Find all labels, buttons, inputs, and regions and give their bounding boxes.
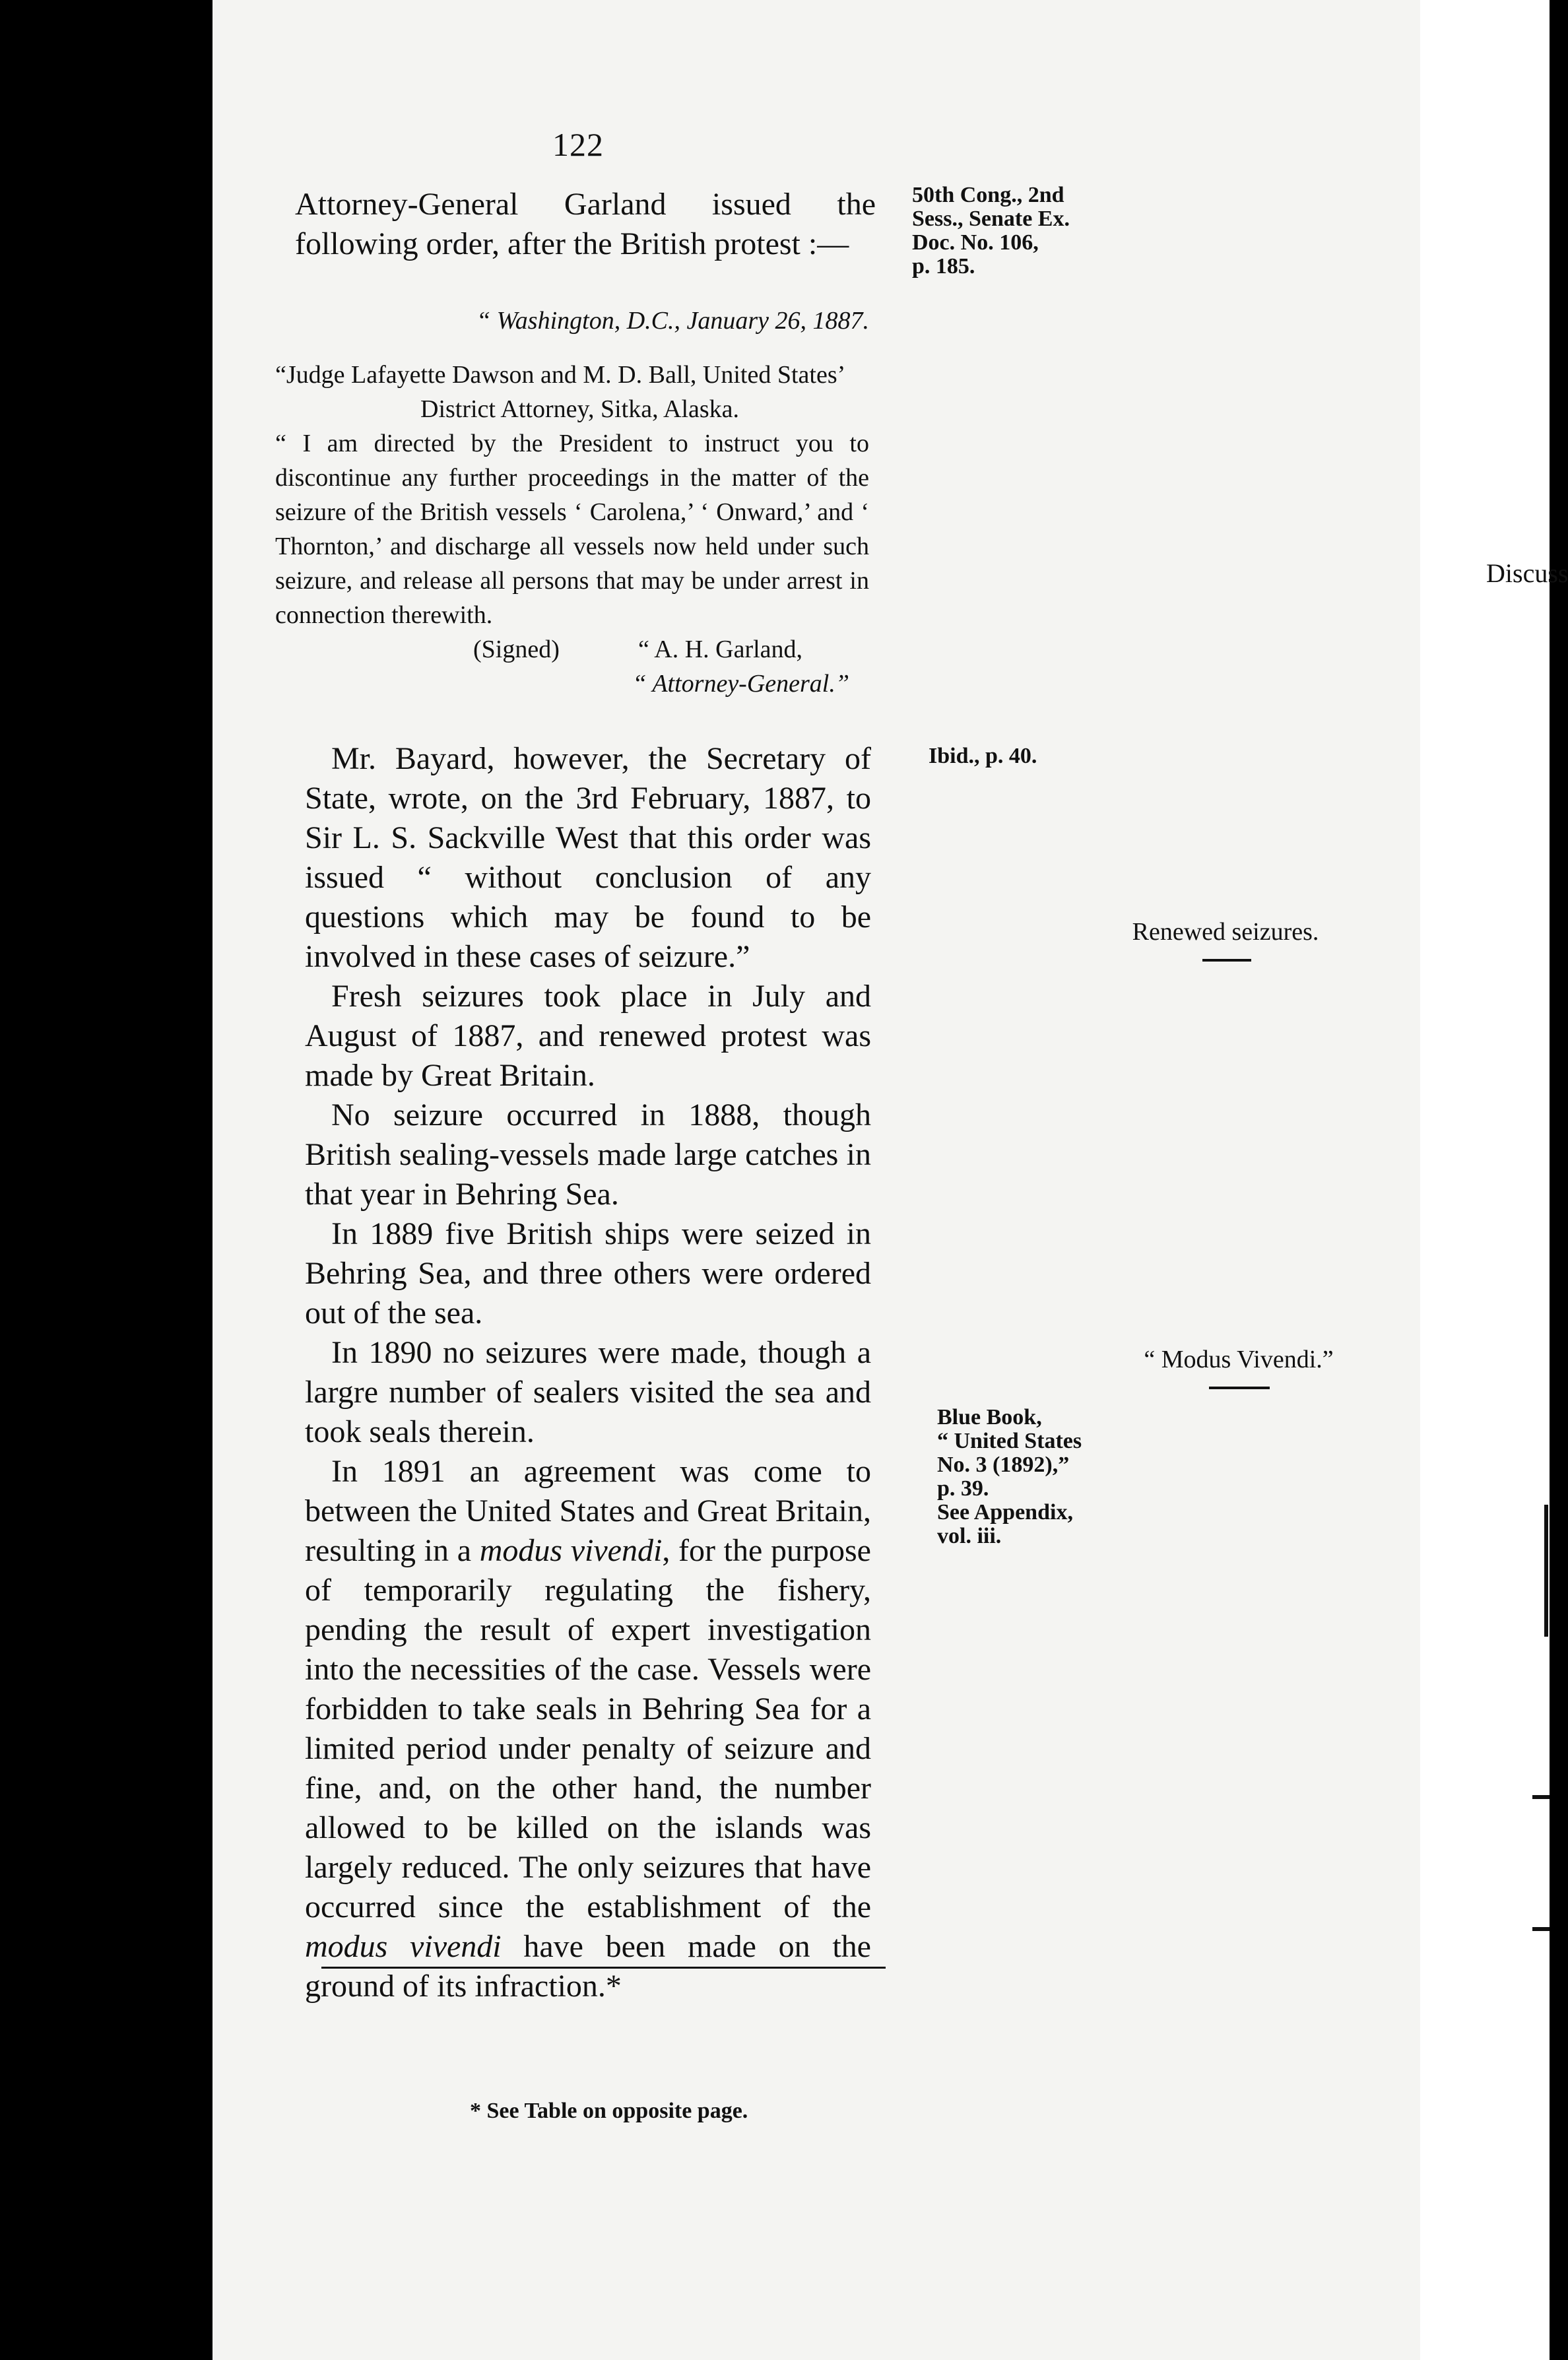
letter-body: “ I am directed by the President to instruct you to discontinue any further proceedings in the matter of the seizure of the British vessels ‘ Carolena,’ ‘ Onward,’ and ‘ Thornton,’ and discharge all vessels now held under such seizure, and release all persons that may be under arrest in connection therewith. bbox=[275, 430, 869, 629]
sidenote-modus-vivendi: “ Modus Vivendi.” bbox=[1144, 1346, 1334, 1373]
footnote: * See Table on opposite page. bbox=[470, 2099, 748, 2123]
letter-addressee: “Judge Lafayette Dawson and M. D. Ball, United States’ bbox=[275, 361, 846, 389]
letter-signer-name: “ A. H. Garland, bbox=[638, 636, 803, 663]
letter-dateline: “ Washington, D.C., January 26, 1887. bbox=[476, 307, 869, 335]
footnote-separator bbox=[321, 1967, 886, 1969]
margin-note-citation-1: 50th Cong., 2nd Sess., Senate Ex. Doc. No. 106, p. 185. bbox=[912, 183, 1070, 279]
adjacent-page-text-fragment: Discuss bbox=[1486, 558, 1568, 588]
paragraph: In 1890 no seizures were made, though a largre number of sealers visited the sea and took seals therein. bbox=[305, 1335, 871, 1449]
quoted-letter bbox=[275, 304, 869, 701]
letter-signer-title: “ Attorney-General.” bbox=[632, 670, 849, 698]
margin-note-citation-2: Ibid., p. 40. bbox=[929, 744, 1037, 768]
book-page bbox=[212, 0, 1420, 2360]
letter-signed-label: (Signed) bbox=[473, 636, 560, 663]
sidenote-rule bbox=[1202, 959, 1251, 962]
intro-paragraph: Attorney-General Garland issued the following order, after the British protest :— bbox=[295, 187, 876, 261]
paragraph: In 1889 five British ships were seized in Behring Sea, and three others were ordered out of the sea. bbox=[305, 1216, 871, 1330]
adjacent-page-mark bbox=[1532, 1927, 1550, 1931]
adjacent-page-edge bbox=[1420, 0, 1568, 2360]
paragraph: No seizure occurred in 1888, though British sealing-vessels made large catches in that year in Behring Sea. bbox=[305, 1098, 871, 1212]
letter-addressee-office: District Attorney, Sitka, Alaska. bbox=[420, 395, 740, 423]
paragraph: Fresh seizures took place in July and August of 1887, and renewed protest was made by Great Britain. bbox=[305, 979, 871, 1093]
sidenote-rule bbox=[1209, 1387, 1270, 1389]
margin-note-citation-3: Blue Book, “ United States No. 3 (1892),” p. 39. See Appendix, vol. iii. bbox=[937, 1405, 1082, 1548]
paragraph: Mr. Bayard, however, the Secretary of State, wrote, on the 3rd February, 1887, to Sir L. S. Sackville West that this order was issued “ without conclusion of any questions which may be found to be involved in these cases of seizure.” bbox=[305, 741, 871, 974]
sidenote-renewed-seizures: Renewed seizures. bbox=[1132, 918, 1319, 946]
adjacent-page-mark bbox=[1544, 1505, 1548, 1637]
paragraph-modus-vivendi: In 1891 an agreement was come to between the United States and Great Britain, resulting in a modus vivendi, for the purpose of temporarily regulating the fishery, pending the result of expert investigation into the necessities of the case. Vessels were forbidden to take seals in Behring Sea for a limited period under penalty of seizure and fine, and, on the other hand, the number allowed to be killed on the islands was largely reduced. The only seizures that have occurred since the establishment of the modus vivendi have been made on the ground of its infraction.* bbox=[305, 1454, 871, 2004]
adjacent-page-mark bbox=[1532, 1795, 1550, 1799]
page-number: 122 bbox=[552, 126, 604, 163]
main-text bbox=[305, 739, 871, 2006]
